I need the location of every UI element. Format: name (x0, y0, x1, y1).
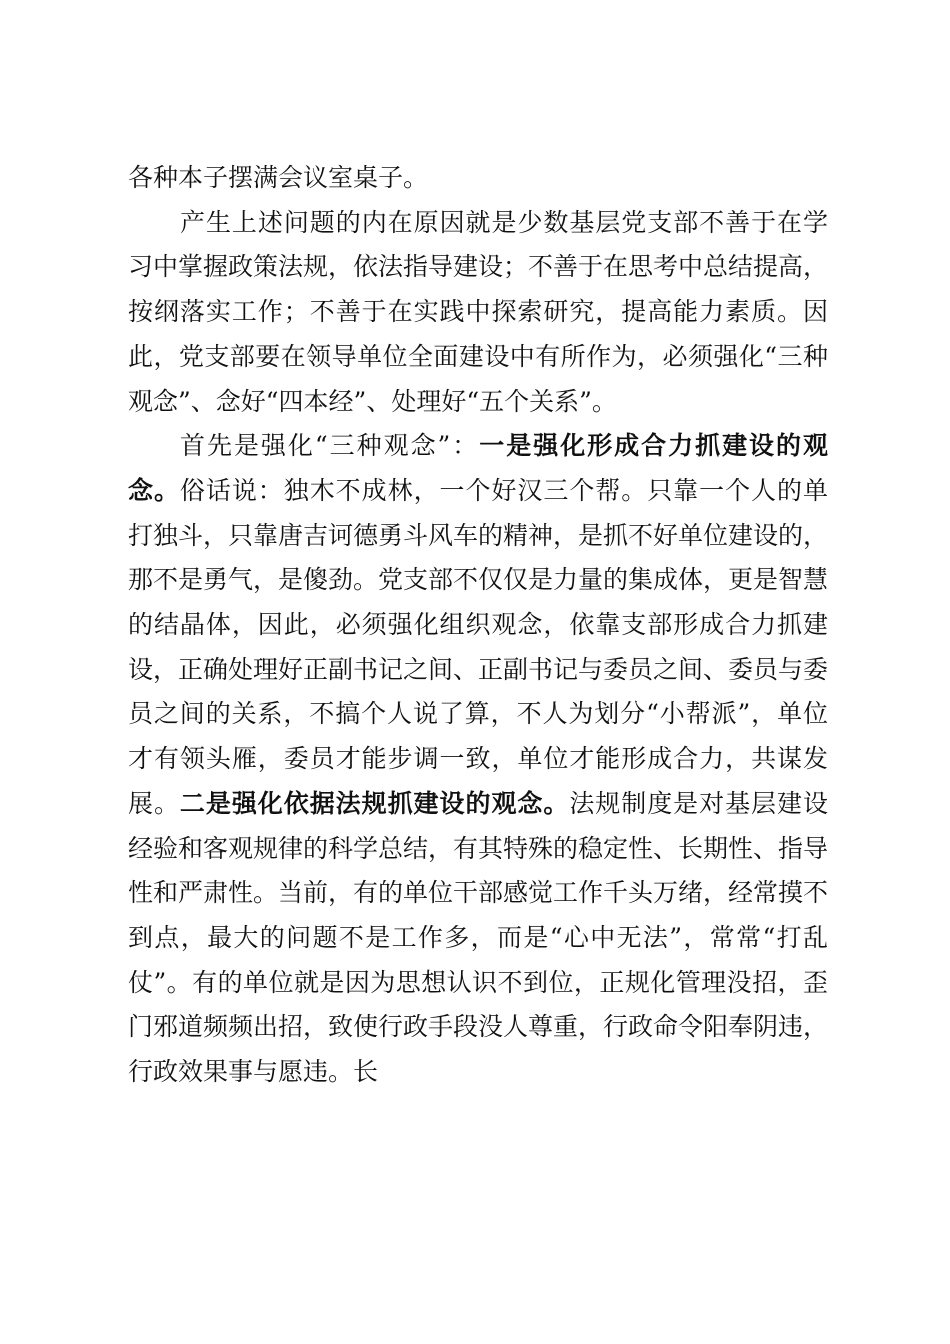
paragraph-2 (128, 201, 828, 425)
paragraph-text: 各种本子摆满会议室桌子。 (128, 163, 429, 192)
paragraph-text: 俗话说：独木不成林，一个好汉三个帮。只靠一个人的单打独斗，只靠唐吉诃德勇斗风车的精神，是抓不好单位建设的，那不是勇气，是傻劲。党支部不仅仅是力量的集成体，更是智慧的结晶体，因此，必须强化组织观念，依靠支部形成合力抓建设，正确处理好正副书记之间、正副书记与委员之间、委员与委员之间的关系，不搞个人说了算，不人为划分“小帮派”，单位才有领头雁，委员才能步调一致，单位才能形成合力，共谋发展。 (128, 475, 829, 818)
paragraph-text: 首先是强化“三种观念”： (180, 431, 480, 461)
document-body (128, 156, 828, 1095)
paragraph-text: 法规制度是对基层建设经验和客观规律的科学总结，有其特殊的稳定性、长期性、指导性和严肃性。当前，有的单位干部感觉工作千头万绪，经常摸不到点，最大的问题不是工作多，而是“心中无法”，常常“打乱仗”。有的单位就是因为思想认识不到位，正规化管理没招，歪门邪道频频出招，致使行政手段没人尊重，行政命令阳奉阴违，行政效果事与愿违。长 (128, 788, 829, 1087)
paragraph-text: 产生上述问题的内在原因就是少数基层党支部不善于在学习中掌握政策法规，依法指导建设；不善于在思考中总结提高，按纲落实工作；不善于在实践中探索研究，提高能力素质。因此，党支部要在领导单位全面建设中有所作为，必须强化“三种观念”、念好“四本经”、处理好“五个关系”。 (128, 207, 829, 416)
bold-heading-2: 二是强化依据法规抓建设的观念。 (179, 788, 570, 818)
paragraph-3 (128, 424, 828, 1095)
bold-heading-1: 一是强化形成合力抓建设的观念。 (128, 431, 828, 505)
paragraph-1 (128, 156, 828, 201)
